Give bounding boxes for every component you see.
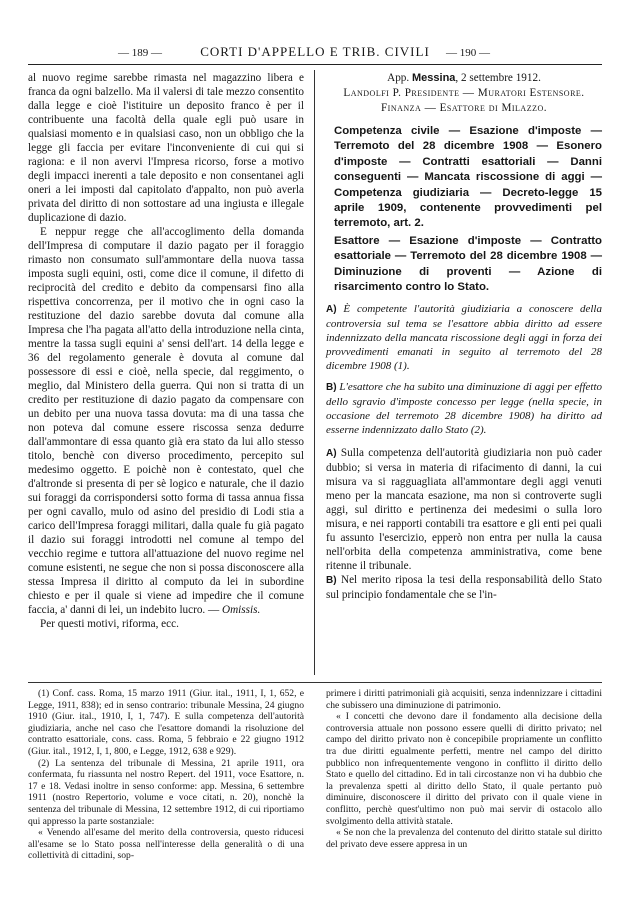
omissis: Omissis. <box>222 604 261 616</box>
body-b-label: B) <box>326 575 337 587</box>
summary-a-label: A) <box>326 304 337 316</box>
footnote-2-quote: « Venendo all'esame del merito della controversia, questo riducesi all'esame se lo Stato possa nell'interesse della generalità o di una collettività di cittadini, sop- <box>28 827 304 862</box>
footnote-2: (2) La sentenza del tribunale di Messina, 21 aprile 1911, ora confermata, fu riassunta nel nostro Repert. del 1911, voce Esattore, n. 17 e 18. Vedasi inoltre in senso conforme: app. Messina, 6 settembre 1911 (nostro Repertorio, volume e voce citati, n. 20), nonchè la sentenza del tribunale di Messina, 12 settembre 1912, di cui riportiamo qui appresso la parte sostanziale: <box>28 757 304 827</box>
footnote-1: (1) Conf. cass. Roma, 15 marzo 1911 (Giur. ital., 1911, I, 1, 652, e Legge, 1911, 838); ed in senso contrario: tribunale Messina, 24 giugno 1910 (Giur. ital., 1910, I, 1, 747). E sulla competenza dell'autorità giudiziaria, anche nel caso che l'esattore domandi la risoluzione del contratto esattoriale, cons. cass. Roma, 5 febbraio e 22 giugno 1912 (Giur. ital., 1912, I, 1, 800, e Legge, 1912, 638 e 929). <box>28 688 304 757</box>
summary-a-text: È competente l'autorità giudiziaria a conoscere della controversia sul tema se l'esattore abbia diritto ad essere indennizzato della mancata riscossione degli aggi in forza dei provvedimenti emanati in seguito al terremoto del 28 dicembre 1908 (1). <box>326 303 602 373</box>
court-line-2: Landolfi P. Presidente — Muratori Estensore. <box>343 87 585 99</box>
summary-b-text: L'esattore che ha subito una diminuzione di aggi per effetto dello sgravio d'imposte concesso per legge (nella specie, in occasione del terremoto 28 dicembre 1908) ha diritto ad esserne indennizzato dallo Stato (2). <box>326 381 602 437</box>
summary-b <box>326 380 602 437</box>
footnote-quote-2: « I concetti che devono dare il fondamento alla decisione della controversia attuale non possono essere quelli di diritto privato; nel campo del diritto privato non è concepibile propriamente un conflitto tra due diritti egualmente perfetti, mentre nel campo del diritto pubblico non infrequentemente vengono in conflitto il diritto dello Stato e quello del cittadino. Ed in tali circostanze non vi ha dubbio che la prevalenza spetti al diritto dello Stato, il quale pertanto può diminuire, disconoscere il diritto del privato con il quale viene in conflitto, perchè quest'ultimo non può mai servir di ostacolo allo svolgimento della attività statale. <box>326 711 602 827</box>
body-b-text: Nel merito riposa la tesi della responsabilità dello Stato sul principio fondamentale che se l'in- <box>326 574 602 602</box>
court-line-3: Finanza — Esattore di Milazzo. <box>380 102 548 114</box>
summary-a <box>326 302 602 373</box>
massima-1: Competenza civile — Esazione d'imposte — Terremoto del 28 dicembre 1908 — Esonero d'imposte — Contratti esattoriali — Danni conseguenti — Mancata riscossione di aggi — Competenza giudiziaria — Decreto-legge 15 aprile 1909, contenente provvedimenti pel terremoto, art. 2. <box>334 125 602 230</box>
body-b <box>326 573 602 602</box>
body-a-text: Sulla competenza dell'autorità giudiziaria non può cader dubbio; si versa in materia di rifacimento di danni, la cui misura va si ragguagliata all'ammontare degli aggi venuti meno per la mancata esazione, ma non si controverte sugli aggi, sul diritto e pertinenza dei medesimi o sulla loro misura, e nei rapporti contabili tra esattore e gli enti pei quali fu assunto l'esercizio, epperò non entra per nulla la causa nell'orbita della competenza amministrativa, come bene ritenne il tribunale. <box>326 447 603 573</box>
footnote-quote-3: « Se non che la prevalenza del contenuto del diritto statale sul diritto del privato deve essere appresa in un <box>326 827 602 850</box>
footnotes-right <box>326 688 602 850</box>
court-line-1 <box>326 71 602 86</box>
left-paragraph-2-text: E neppur regge che all'accoglimento della domanda dell'Impresa di computare il dazio pagato per il foraggio rimasto non consumato sull'ammontare della nuova tassa imposta sugli equini, osti, come dice il comune, il difetto di reciprocità del credito e debito da compensarsi fino alla rispettiva concorrenza, per il motivo che in ogni caso la restituzione del dazio sarebbe dovuta dal comune alla Impresa che l'ha pagata all'atto della introduzione nella cinta, mentre la tassa sugli equini a' sensi dell'art. 14 della legge e 36 del regolamento generale è dovuta al comune dal possessore di essi e cioè, nella specie, dal reggimento, o meglio, dal Ministero della guerra. Qui non si tratta di un credito per restituzione di dazio pagato da compensare con un debito per una nuova tassa dovuta: ma di una tassa che non poteva dal comune essere riscossa senza dedurre dall'ammontare di essa quanto già era stato da lui allo stesso titolo, benchè con diverso procedimento, percepito sul medesimo oggetto. E poichè non è contestato, quel che d'altronde si presenta di per sè logico e naturale, che il dazio sui foraggi da corrispondersi sotto forma di tassa annua fissa per ogni cavallo, mulo od asino del presidio di Lodi stia a carico dell'Impresa foraggi militari, dalla quale fu già pagato il dazio sui foraggi introdotti nel comune al tempo del vecchio regime e tuttora all'attuazione del nuovo regime nel comune esistenti, ne segue che non si possa disconoscere alla stessa Impresa il diritto al computo da lei in subordine chiesto e per il quale si viene ad impedire che il comune faccia, a' danni di lei, un indebito lucro. — <box>28 226 304 616</box>
column-divider <box>314 70 315 675</box>
footnote-continued: primere i diritti patrimoniali già acquisiti, senza indennizzare i cittadini che subissero una diminuzione di patrimonio. <box>326 688 602 711</box>
court-city: Messina <box>412 72 456 84</box>
summary-b-label: B) <box>326 382 337 394</box>
header-rule <box>28 64 602 65</box>
left-column <box>28 71 304 631</box>
footnote-rule <box>28 682 602 683</box>
court-date: , 2 settembre 1912. <box>455 72 541 84</box>
footnotes-left <box>28 688 304 862</box>
page-number-left: — 189 — <box>118 47 162 59</box>
page-number-right: — 190 — <box>446 47 490 59</box>
court-abbr: App. <box>387 72 410 84</box>
body-a-label: A) <box>326 448 337 460</box>
left-paragraph-2 <box>28 225 304 617</box>
right-column <box>326 71 602 602</box>
left-paragraph-3: Per questi motivi, riforma, ecc. <box>40 618 179 630</box>
massima-2: Esattore — Esazione d'imposte — Contratto esattoriale — Terremoto del 28 dicembre 1908 — Diminuzione di proventi — Azione di risarcimento contro lo Stato. <box>334 234 602 294</box>
body-a <box>326 446 602 573</box>
left-paragraph-1: al nuovo regime sarebbe rimasta nel magazzino libera e franca da ogni balzello. Ma il valersi di tale mezzo consentito dalla legge e cioè l'istituire un deposito franco è per il contribuente una facoltà della quale egli può usare in qualsiasi momento e in qualsiasi caso, non un obbligo che la legge gli faccia per evitare l'inconveniente di cui qui si ragiona: e il non avervi l'Impresa ricorso, forse a motivo degli impacci inerenti a tale deposito e non consentanei agli oneri a lei imposti dal capitolato d'appalto, non può averla privata del diritto di non sottostare ad una ingiusta e illegale duplicazione di dazio. <box>28 72 304 224</box>
running-title: CORTI D'APPELLO E TRIB. CIVILI <box>200 44 430 59</box>
running-header <box>28 44 602 64</box>
